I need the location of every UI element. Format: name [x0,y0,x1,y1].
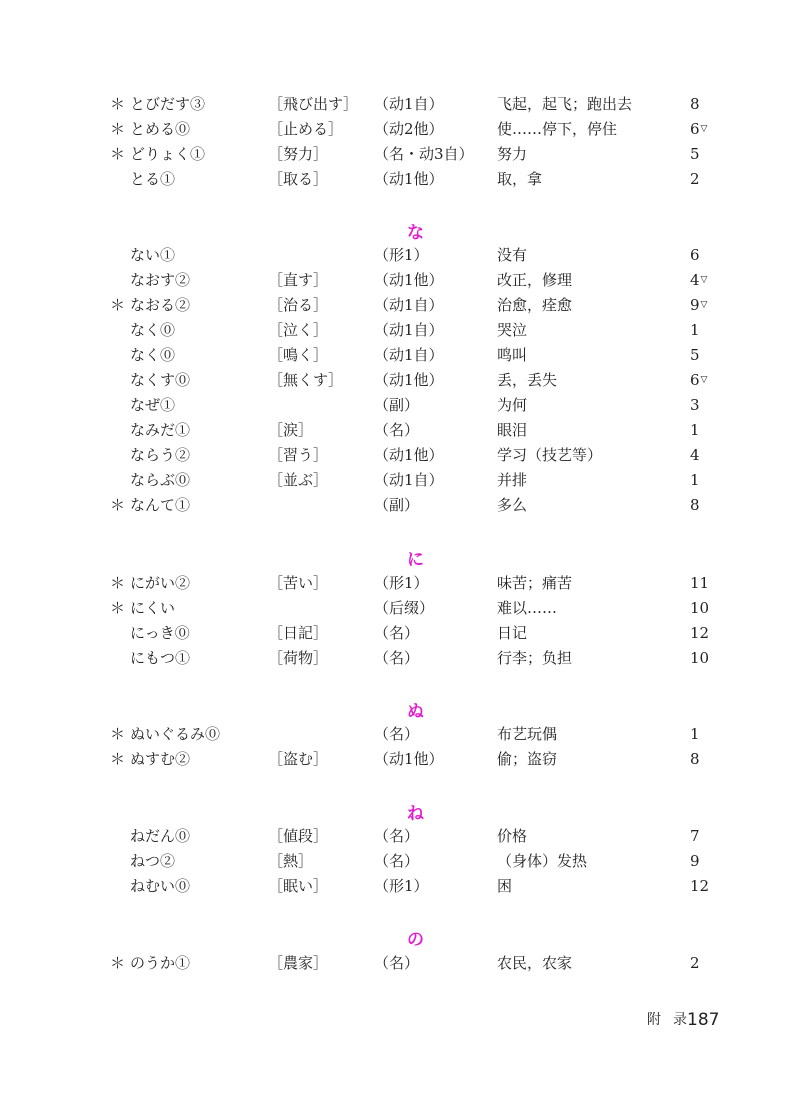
vocab-entry [0,117,800,142]
entry-lesson [690,951,700,976]
entry-meaning [497,293,572,318]
entry-kanji [268,92,358,117]
vocab-entry [0,646,800,671]
entry-kanji [268,443,328,468]
page-number: 187 [687,1010,720,1030]
entry-meaning [497,722,557,747]
entry-lesson [690,849,700,874]
entry-lesson [690,468,700,493]
entry-star-marker [110,117,124,142]
entry-star-marker-text: ＊ [110,750,126,768]
vocab-entry [0,468,800,493]
entry-lesson-text: 10 [690,599,710,617]
entry-lesson-text: 9 [690,296,700,314]
entry-meaning [497,874,512,899]
entry-meaning [497,646,572,671]
vocab-entry [0,747,800,772]
entry-meaning [497,393,527,418]
entry-reading [130,951,190,976]
entry-meaning-text: 飞起，起飞；跑出去 [497,95,633,113]
entry-meaning-text: 没有 [497,246,528,264]
entry-kanji-text: ［眠い］ [268,877,329,895]
entry-part-of-speech-text: （名・动3自） [374,145,474,163]
entry-lesson-text: 3 [690,396,700,414]
entry-reading [130,443,190,468]
entry-part-of-speech [374,468,444,493]
entry-star-marker-text: ＊ [110,599,126,617]
entry-star-marker-text: ＊ [110,725,126,743]
entry-kanji [268,343,328,368]
section-heading [0,926,800,954]
entry-kanji [268,468,328,493]
entry-meaning [497,117,617,142]
entry-lesson [690,293,708,318]
entry-meaning-text: 改正，修理 [497,271,573,289]
entry-part-of-speech [374,343,444,368]
vocab-entry [0,243,800,268]
entry-part-of-speech-text: （动1自） [374,346,444,364]
entry-kanji [268,293,328,318]
entry-meaning-text: 价格 [497,827,528,845]
vocab-entry [0,824,800,849]
entry-meaning [497,142,527,167]
entry-lesson [690,318,700,343]
entry-part-of-speech [374,393,419,418]
entry-reading [130,874,190,899]
entry-lesson [690,747,700,772]
entry-kanji [268,824,328,849]
entry-reading-text: なんて① [130,496,191,514]
entry-lesson-text: 8 [690,496,700,514]
entry-meaning [497,343,527,368]
section-heading-kana: の [407,930,424,950]
section-heading-kana: ぬ [407,702,424,722]
entry-lesson [690,824,700,849]
entry-reading-text: なく⓪ [130,321,176,339]
entry-kanji-text: ［取る］ [268,170,329,188]
entry-kanji [268,368,343,393]
entry-lesson-text: 1 [690,321,700,339]
entry-star-marker-text: ＊ [110,496,126,514]
entry-kanji-text: ［飛び出す］ [268,95,359,113]
entry-part-of-speech-text: （动1自） [374,321,444,339]
entry-meaning-text: 努力 [497,145,528,163]
entry-reading [130,142,205,167]
entry-kanji-text: ［止める］ [268,120,344,138]
vocab-entry [0,849,800,874]
entry-lesson-text: 1 [690,421,700,439]
entry-lesson [690,167,700,192]
entry-kanji-text: ［治る］ [268,296,329,314]
vocab-entry [0,418,800,443]
vocab-entry [0,293,800,318]
entry-reading-text: ぬいぐるみ⓪ [130,725,221,743]
entry-reading-text: にくい [130,599,176,617]
vocab-entry [0,393,800,418]
entry-reading-text: とる① [130,170,176,188]
entry-lesson [690,418,700,443]
entry-lesson [690,343,700,368]
vocab-entry [0,874,800,899]
appendix-label: 附录 [647,1012,699,1028]
entry-lesson [690,443,700,468]
entry-meaning-text: 味苦；痛苦 [497,574,573,592]
entry-lesson-text: 12 [690,624,710,642]
entry-part-of-speech-text: （名） [374,649,420,667]
entry-part-of-speech [374,318,444,343]
entry-reading [130,343,175,368]
entry-meaning-text: 哭泣 [497,321,528,339]
entry-meaning-text: 难以…… [497,599,558,617]
entry-lesson-text: 9 [690,852,700,870]
entry-part-of-speech-text: （动1他） [374,170,444,188]
entry-lesson-text: 2 [690,170,700,188]
entry-meaning [497,92,632,117]
vocab-entry [0,142,800,167]
entry-meaning [497,849,587,874]
entry-part-of-speech-text: （后缀） [374,599,435,617]
entry-part-of-speech [374,646,419,671]
entry-part-of-speech [374,874,429,899]
entry-lesson-text: 6 [690,371,700,389]
entry-part-of-speech [374,824,419,849]
section-heading-kana: に [407,550,424,570]
entry-part-of-speech-text: （动2他） [374,120,444,138]
triangle-mark-icon: ▽ [700,375,708,385]
entry-reading [130,722,220,747]
entry-reading [130,92,205,117]
entry-reading [130,117,190,142]
entry-lesson-text: 1 [690,725,700,743]
entry-part-of-speech-text: （形1） [374,246,429,264]
entry-star-marker [110,493,124,518]
entry-star-marker [110,722,124,747]
entry-part-of-speech [374,243,429,268]
entry-part-of-speech-text: （名） [374,852,420,870]
entry-star-marker [110,747,124,772]
entry-star-marker [110,951,124,976]
entry-kanji-text: ［直す］ [268,271,329,289]
vocab-entry [0,722,800,747]
entry-part-of-speech-text: （名） [374,624,420,642]
entry-kanji [268,621,328,646]
entry-kanji [268,418,313,443]
entry-reading [130,493,190,518]
entry-reading [130,621,190,646]
entry-meaning [497,368,557,393]
entry-reading [130,571,190,596]
entry-reading-text: ならう② [130,446,191,464]
entry-part-of-speech [374,747,444,772]
section-heading [0,546,800,574]
entry-part-of-speech [374,621,419,646]
entry-reading-text: にがい② [130,574,191,592]
entry-lesson [690,596,709,621]
entry-reading-text: なくす⓪ [130,371,191,389]
entry-kanji [268,951,328,976]
entry-kanji-text: ［盗む］ [268,750,329,768]
entry-lesson [690,571,709,596]
entry-lesson-text: 10 [690,649,710,667]
entry-reading-text: とびだす③ [130,95,206,113]
entry-meaning [497,571,572,596]
entry-meaning [497,268,572,293]
entry-part-of-speech-text: （动1他） [374,371,444,389]
entry-meaning-text: 多么 [497,496,528,514]
entry-reading-text: にもつ① [130,649,191,667]
entry-kanji-text: ［努力］ [268,145,329,163]
entry-lesson-text: 5 [690,145,700,163]
vocab-entry [0,368,800,393]
entry-lesson-text: 8 [690,750,700,768]
entry-kanji [268,318,328,343]
entry-meaning [497,824,527,849]
entry-part-of-speech [374,117,444,142]
entry-part-of-speech-text: （动1他） [374,446,444,464]
entry-lesson-text: 12 [690,877,710,895]
entry-meaning-text: 眼泪 [497,421,528,439]
entry-part-of-speech [374,596,434,621]
entry-reading-text: ねだん⓪ [130,827,191,845]
entry-lesson [690,621,709,646]
entry-reading-text: ぬすむ② [130,750,191,768]
entry-part-of-speech [374,92,444,117]
entry-reading-text: なおる② [130,296,191,314]
entry-lesson-text: 11 [690,574,710,592]
entry-reading [130,646,190,671]
entry-lesson [690,142,700,167]
vocab-entry [0,268,800,293]
entry-kanji [268,117,343,142]
entry-reading [130,596,175,621]
entry-star-marker [110,92,124,117]
entry-kanji [268,646,328,671]
entry-meaning [497,243,527,268]
entry-meaning [497,468,527,493]
entry-kanji [268,167,328,192]
entry-lesson-text: 7 [690,827,700,845]
entry-reading-text: ねむい⓪ [130,877,191,895]
entry-meaning [497,443,602,468]
entry-part-of-speech-text: （名） [374,954,420,972]
entry-kanji [268,747,328,772]
entry-meaning-text: 为何 [497,396,528,414]
entry-part-of-speech [374,951,419,976]
entry-kanji-text: ［習う］ [268,446,329,464]
entry-part-of-speech-text: （动1他） [374,271,444,289]
entry-part-of-speech [374,443,444,468]
entry-part-of-speech [374,268,444,293]
entry-part-of-speech [374,722,419,747]
entry-lesson [690,874,709,899]
entry-reading [130,418,190,443]
entry-reading [130,293,190,318]
entry-meaning-text: 偷；盗窃 [497,750,558,768]
triangle-mark-icon: ▽ [700,300,708,310]
entry-part-of-speech-text: （动1自） [374,95,444,113]
entry-lesson [690,243,700,268]
entry-star-marker [110,571,124,596]
entry-kanji-text: ［無くす］ [268,371,344,389]
entry-meaning [497,318,527,343]
entry-reading [130,368,190,393]
entry-kanji [268,571,328,596]
entry-reading [130,747,190,772]
entry-part-of-speech-text: （动1自） [374,471,444,489]
vocab-entry [0,493,800,518]
entry-kanji-text: ［農家］ [268,954,329,972]
entry-meaning-text: 布艺玩偶 [497,725,558,743]
entry-part-of-speech [374,293,444,318]
entry-kanji-text: ［苦い］ [268,574,329,592]
entry-part-of-speech [374,142,474,167]
entry-meaning-text: 治愈，痊愈 [497,296,573,314]
entry-reading-text: ない① [130,246,176,264]
entry-lesson [690,646,709,671]
entry-part-of-speech-text: （动1他） [374,750,444,768]
entry-star-marker [110,142,124,167]
entry-reading [130,824,190,849]
entry-kanji-text: ［泣く］ [268,321,329,339]
vocab-entry [0,443,800,468]
entry-star-marker-text: ＊ [110,574,126,592]
entry-part-of-speech-text: （名） [374,421,420,439]
vocab-entry [0,571,800,596]
entry-kanji [268,268,328,293]
vocab-entry [0,621,800,646]
entry-reading-text: にっき⓪ [130,624,190,642]
entry-lesson-text: 4 [690,271,700,289]
vocab-entry [0,167,800,192]
entry-kanji-text: ［涙］ [268,421,314,439]
entry-part-of-speech-text: （动1自） [374,296,444,314]
entry-part-of-speech-text: （形1） [374,877,429,895]
section-heading-kana: な [407,223,424,243]
entry-star-marker [110,596,124,621]
vocab-entry [0,343,800,368]
entry-meaning-text: 使……停下，停住 [497,120,618,138]
entry-lesson [690,493,700,518]
entry-meaning [497,418,527,443]
entry-kanji-text: ［並ぶ］ [268,471,329,489]
entry-reading-text: どりょく① [130,145,206,163]
entry-meaning [497,951,572,976]
entry-meaning-text: 行李；负担 [497,649,573,667]
vocab-entry [0,92,800,117]
entry-meaning-text: 困 [497,877,513,895]
entry-part-of-speech [374,167,444,192]
entry-part-of-speech-text: （副） [374,396,420,414]
entry-part-of-speech-text: （名） [374,827,420,845]
entry-meaning-text: 并排 [497,471,528,489]
entry-reading-text: とめる⓪ [130,120,191,138]
vocab-entry [0,951,800,976]
entry-reading-text: なぜ① [130,396,176,414]
entry-kanji-text: ［値段］ [268,827,329,845]
entry-reading [130,243,175,268]
entry-reading-text: ねつ② [130,852,176,870]
entry-reading [130,849,175,874]
entry-lesson-text: 6 [690,120,700,138]
entry-star-marker-text: ＊ [110,95,126,113]
entry-reading-text: なみだ① [130,421,191,439]
entry-reading [130,318,175,343]
entry-reading-text: のうか① [130,954,191,972]
entry-kanji-text: ［鳴く］ [268,346,329,364]
entry-kanji-text: ［熱］ [268,852,314,870]
entry-reading [130,167,175,192]
entry-part-of-speech [374,571,429,596]
entry-part-of-speech [374,418,419,443]
entry-meaning [497,596,557,621]
entry-reading [130,393,175,418]
entry-meaning-text: 丢，丢失 [497,371,558,389]
entry-part-of-speech [374,493,419,518]
entry-part-of-speech-text: （副） [374,496,420,514]
entry-kanji [268,142,328,167]
entry-meaning [497,493,527,518]
entry-lesson [690,393,700,418]
triangle-mark-icon: ▽ [700,124,708,134]
entry-reading [130,268,190,293]
entry-meaning-text: 取，拿 [497,170,543,188]
vocab-entry [0,596,800,621]
entry-lesson-text: 1 [690,471,700,489]
entry-star-marker-text: ＊ [110,954,126,972]
entry-star-marker [110,293,124,318]
entry-lesson [690,722,700,747]
entry-part-of-speech-text: （名） [374,725,420,743]
entry-kanji [268,849,313,874]
entry-star-marker-text: ＊ [110,296,126,314]
entry-meaning-text: 鸣叫 [497,346,528,364]
entry-meaning-text: （身体）发热 [497,852,588,870]
entry-lesson-text: 5 [690,346,700,364]
entry-reading [130,468,190,493]
entry-lesson-text: 8 [690,95,700,113]
entry-lesson [690,268,708,293]
entry-lesson-text: 4 [690,446,700,464]
page-footer [0,1008,800,1032]
entry-meaning-text: 学习（技艺等） [497,446,603,464]
entry-lesson [690,92,700,117]
entry-meaning-text: 农民，农家 [497,954,573,972]
entry-reading-text: ならぶ⓪ [130,471,191,489]
entry-meaning [497,621,527,646]
entry-lesson-text: 6 [690,246,700,264]
entry-star-marker-text: ＊ [110,120,126,138]
entry-kanji-text: ［日記］ [268,624,329,642]
section-heading-kana: ね [407,804,424,824]
entry-star-marker-text: ＊ [110,145,126,163]
entry-part-of-speech [374,849,419,874]
entry-lesson [690,117,708,142]
entry-reading-text: なおす② [130,271,191,289]
entry-meaning [497,747,557,772]
entry-meaning [497,167,542,192]
entry-lesson-text: 2 [690,954,700,972]
vocab-entry [0,318,800,343]
entry-meaning-text: 日记 [497,624,528,642]
entry-kanji [268,874,328,899]
entry-part-of-speech-text: （形1） [374,574,429,592]
triangle-mark-icon: ▽ [700,275,708,285]
entry-kanji-text: ［荷物］ [268,649,329,667]
entry-lesson [690,368,708,393]
entry-part-of-speech [374,368,444,393]
entry-reading-text: なく⓪ [130,346,176,364]
